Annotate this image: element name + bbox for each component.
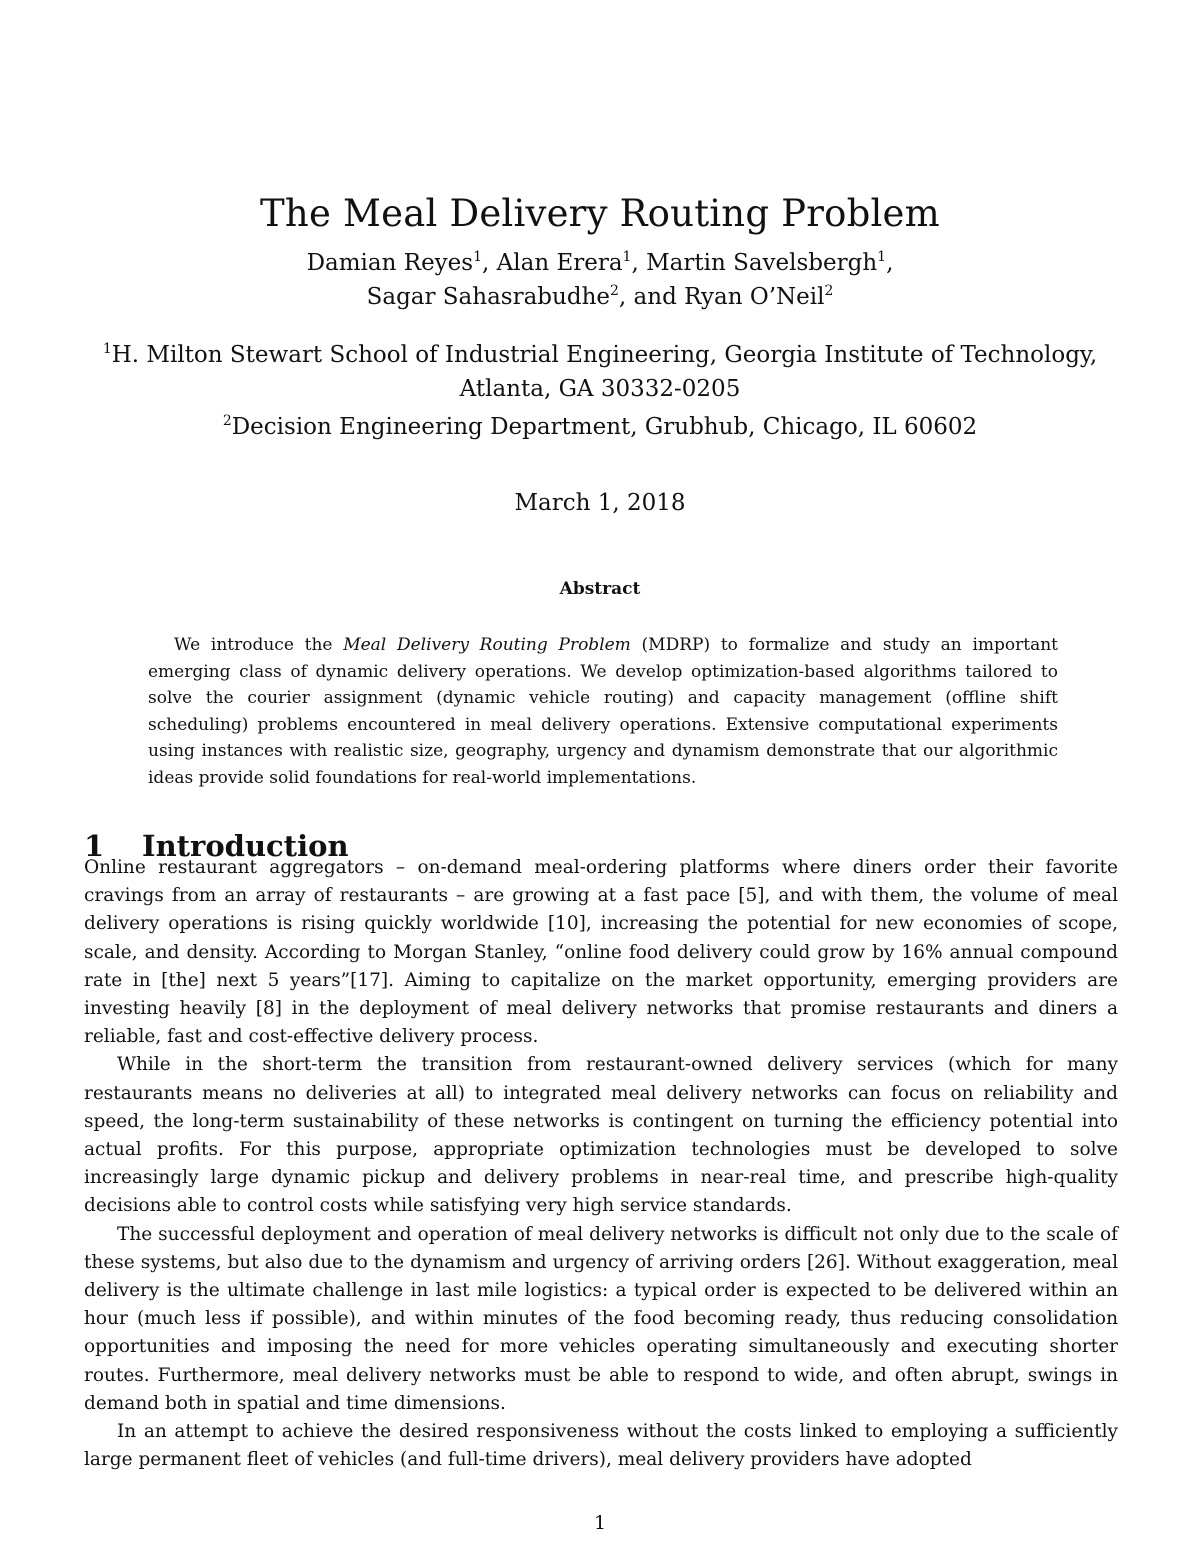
affiliation-1: [0, 338, 1200, 406]
body-paragraph: In an attempt to achieve the desired responsiveness without the costs linked to employing a sufficiently large permanent fleet of vehicles (and full-time drivers), meal delivery providers have adopted: [84, 1421, 1118, 1471]
affiliation-line: [0, 338, 1200, 372]
author-affil-mark: 1: [473, 249, 483, 265]
author-separator: ,: [886, 250, 894, 276]
affiliation-mark: 1: [102, 341, 112, 357]
section-title: Introduction: [142, 829, 349, 864]
author-affil-mark: 1: [622, 249, 632, 265]
page-number: 1: [593, 1512, 607, 1534]
author-affil-mark: 1: [877, 249, 887, 265]
author-name: Damian Reyes: [306, 250, 474, 276]
author-separator: ,: [631, 250, 647, 276]
author-affil-mark: 2: [610, 283, 619, 299]
section-body: [84, 854, 1118, 1474]
abstract-heading: Abstract: [559, 579, 641, 599]
abstract-rest: (MDRP) to formalize and study an important emerging class of dynamic delivery operations. We develop optimization-based algorithms tailored to solve the courier assignment (dynamic vehicle routing) and capacity management (offline shift scheduling) problems encountered in meal delivery operations. Extensive computational experiments using instances with realistic size, geography, urgency and dynamism demonstrate that our algorithmic ideas provide solid foundations for real-world implementations.: [148, 635, 1058, 788]
author-separator: , and: [618, 284, 685, 310]
author-separator: ,: [482, 250, 497, 276]
author-line-1: [0, 246, 1200, 280]
author-line-2: [0, 280, 1200, 314]
affiliation-line: Atlanta, GA 30332-0205: [459, 376, 741, 402]
affiliation-text: Decision Engineering Department, Grubhub, Chicago, IL 60602: [231, 414, 978, 440]
author-affil-mark: 2: [824, 283, 834, 299]
author-name: Ryan O’Neil: [684, 284, 825, 310]
abstract-italic-term: Meal Delivery Routing Problem: [343, 635, 631, 655]
abstract-lead: We introduce the: [174, 635, 344, 655]
body-paragraph: While in the short-term the transition from restaurant-owned delivery services (which for many restaurants means no deliveries at all) to integrated meal delivery networks can focus on reliability and speed, the long-term sustainability of these networks is contingent on turning the efficiency potential into actual profits. For this purpose, appropriate optimization technologies must be developed to solve increasingly large dynamic pickup and delivery problems in near-real time, and prescribe high-quality decisions able to control costs while satisfying very high service standards.: [84, 1054, 1118, 1217]
paper-date: March 1, 2018: [514, 490, 686, 516]
affiliation-mark: 2: [222, 413, 232, 429]
paper-title: The Meal Delivery Routing Problem: [260, 191, 940, 235]
author-list: [0, 246, 1200, 314]
author-name: Sagar Sahasrabudhe: [366, 284, 610, 310]
abstract-body: [148, 632, 1058, 791]
body-paragraph: The successful deployment and operation of meal delivery networks is difficult not only due to the scale of these systems, but also due to the dynamism and urgency of arriving orders [26]. Without exaggeration, meal delivery is the ultimate challenge in last mile logistics: a typical order is expected to be delivered within an hour (much less if possible), and within minutes of the food becoming ready, thus reducing consolidation opportunities and imposing the need for more vehicles operating simultaneously and executing shorter routes. Furthermore, meal delivery networks must be able to respond to wide, and often abrupt, swings in demand both in spatial and time dimensions.: [84, 1223, 1118, 1414]
body-paragraph: Online restaurant aggregators – on-demand meal-ordering platforms where diners order their favorite cravings from an array of restaurants – are growing at a fast pace [5], and with them, the volume of meal delivery operations is rising quickly worldwide [10], increasing the potential for new economies of scope, scale, and density. According to Morgan Stanley, “online food delivery could grow by 16% annual compound rate in [the] next 5 years”[17]. Aiming to capitalize on the market opportunity, emerging providers are investing heavily [8] in the deployment of meal delivery networks that promise restaurants and diners a reliable, fast and cost-effective delivery process.: [84, 857, 1118, 1048]
affiliation-2: [0, 410, 1200, 444]
author-name: Alan Erera: [496, 250, 623, 276]
author-name: Martin Savelsbergh: [646, 250, 878, 276]
section-number: 1: [84, 829, 105, 864]
affiliation-text: H. Milton Stewart School of Industrial Engineering, Georgia Institute of Technology,: [111, 342, 1098, 368]
